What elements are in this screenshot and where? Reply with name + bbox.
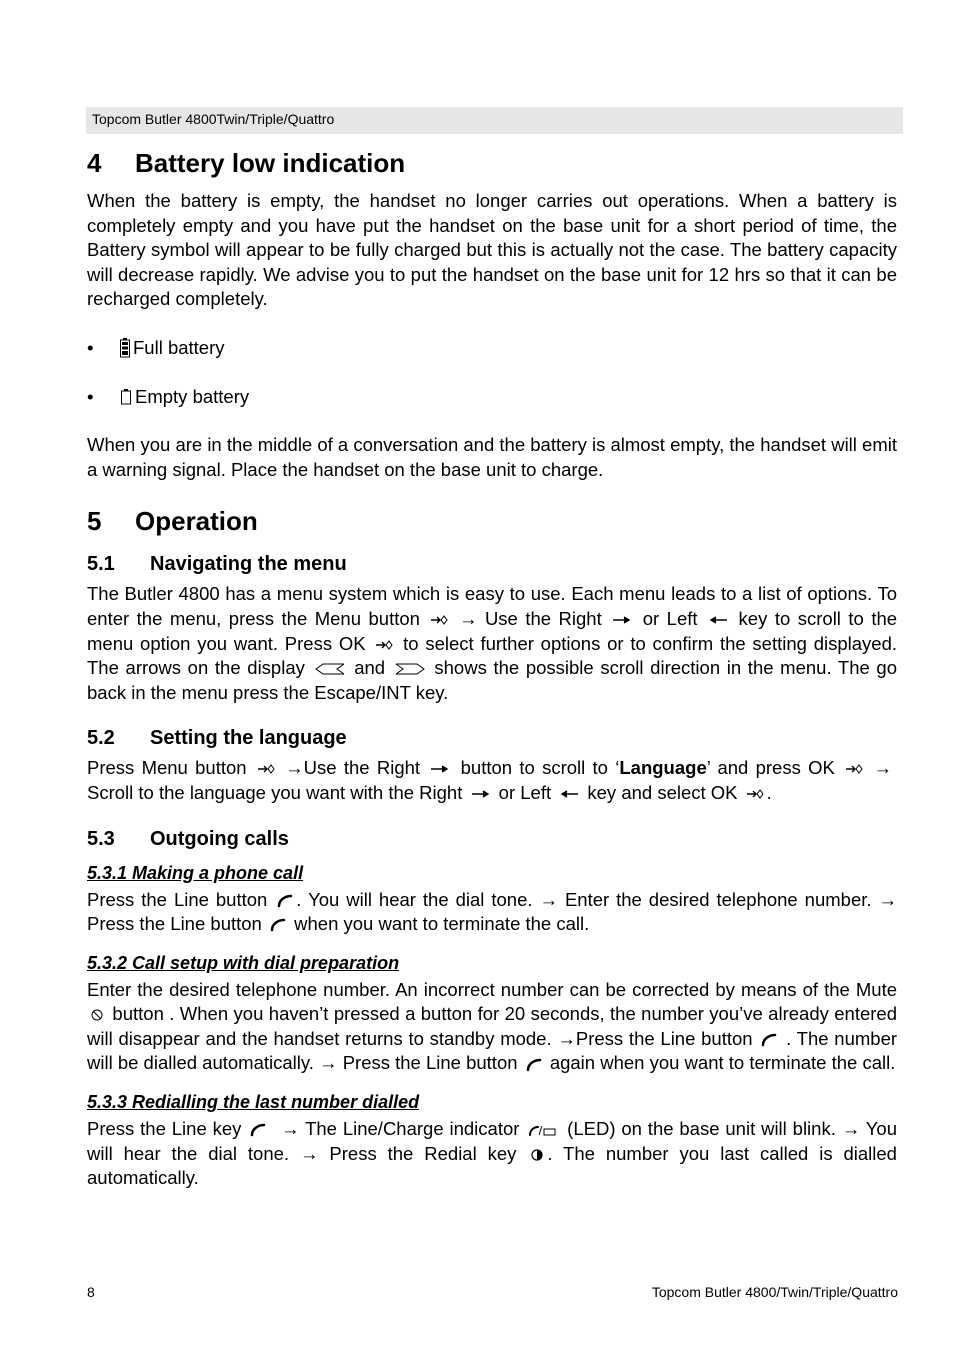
bullet-full-battery: • Full battery [87,336,225,358]
section-4-paragraph-2: When you are in the middle of a conversation and the battery is almost empty, the handset will emit a warning signal. Place the handset on the base unit to charge. [87,434,897,480]
line-button-icon [277,894,293,908]
left-arrow-icon [559,789,579,799]
section-5-3-3-paragraph: Press the Line key → The Line/Charge indicator (LED) on the base unit will blink. → You will hear the dial tone. → Press the Redial key . The number you last called is dialled automatically. [87,1118,897,1189]
section-5-3-3-heading: 5.3.3 Redialling the last number dialled [87,1092,420,1113]
right-arrow-icon [471,789,491,799]
full-battery-icon [120,338,130,358]
section-5-3-2-heading: 5.3.2 Call setup with dial preparation [87,952,400,973]
mute-icon [90,1008,104,1022]
redial-key-icon [530,1148,544,1162]
right-arrow-icon [612,615,632,625]
section-5-3-heading: 5.3 Outgoing calls [87,827,289,850]
section-5-1-heading: 5.1 Navigating the menu [87,553,347,576]
ok-icon [375,638,393,652]
header-title: Topcom Butler 4800Twin/Triple/Quattro [92,111,335,127]
right-arrow-icon [430,764,450,774]
section-4-heading: 4 Battery low indication [87,148,406,178]
ok-icon [845,762,863,776]
line-button-icon [761,1033,777,1047]
left-arrow-icon [708,615,728,625]
display-left-arrow-icon [315,663,345,675]
section-5-heading: 5 Operation [87,506,258,537]
menu-ok-icon [257,762,275,776]
page-number: 8 [87,1284,95,1300]
line-key-icon [250,1123,266,1137]
footer-title: Topcom Butler 4800/Twin/Triple/Quattro [651,1284,898,1300]
ok-icon [746,787,764,801]
section-5-2-paragraph: Press Menu button →Use the Right button to scroll to ‘Language’ and press OK → Scroll to the language you want with the Right or Left key and select OK . [87,757,892,803]
section-5-1-paragraph: The Butler 4800 has a menu system which is easy to use. Each menu leads to a list of options. To enter the menu, press the Menu button → Use the Right or Left key to scroll to the menu option you want. Press OK to select further options or to confirm the setting displayed. The arrows on the display and shows the possible scroll direction in the menu. The go back in the menu press the Escape/INT key. [87,583,898,703]
line-charge-indicator-icon [528,1123,558,1137]
display-right-arrow-icon [395,663,425,675]
section-5-3-1-paragraph: Press the Line button . You will hear the dial tone. → Enter the desired telephone number. → Press the Line button when you want to terminate the call. [87,888,897,935]
page-header [86,107,903,134]
line-button-icon [526,1058,542,1072]
menu-ok-icon [430,613,448,627]
bullet-empty-battery: • Empty battery [87,385,250,407]
section-5-3-2-paragraph: Enter the desired telephone number. An incorrect number can be corrected by means of the Mute button . When you haven’t pressed a button for 20 seconds, the number you’ve already entered will disappear and the handset returns to standby mode. →Press the Line button . The number will be dialled automatically. → Press the Line button again when you want to terminate the call. [87,978,898,1074]
section-4-paragraph-1: When the battery is empty, the handset no longer carries out operations. When a battery is completely empty and you have put the handset on the base unit for a short period of time, the Battery symbol will appear to be fully charged but this is actually not the case. The battery capacity will decrease rapidly. We advise you to put the handset on the base unit for 12 hrs so that it can be recharged completely. [87,190,897,310]
section-5-2-heading: 5.2 Setting the language [87,727,347,750]
empty-battery-icon [120,388,132,406]
section-5-3-1-heading: 5.3.1 Making a phone call [87,862,304,883]
line-button-icon [270,918,286,932]
page-body [87,142,897,1191]
